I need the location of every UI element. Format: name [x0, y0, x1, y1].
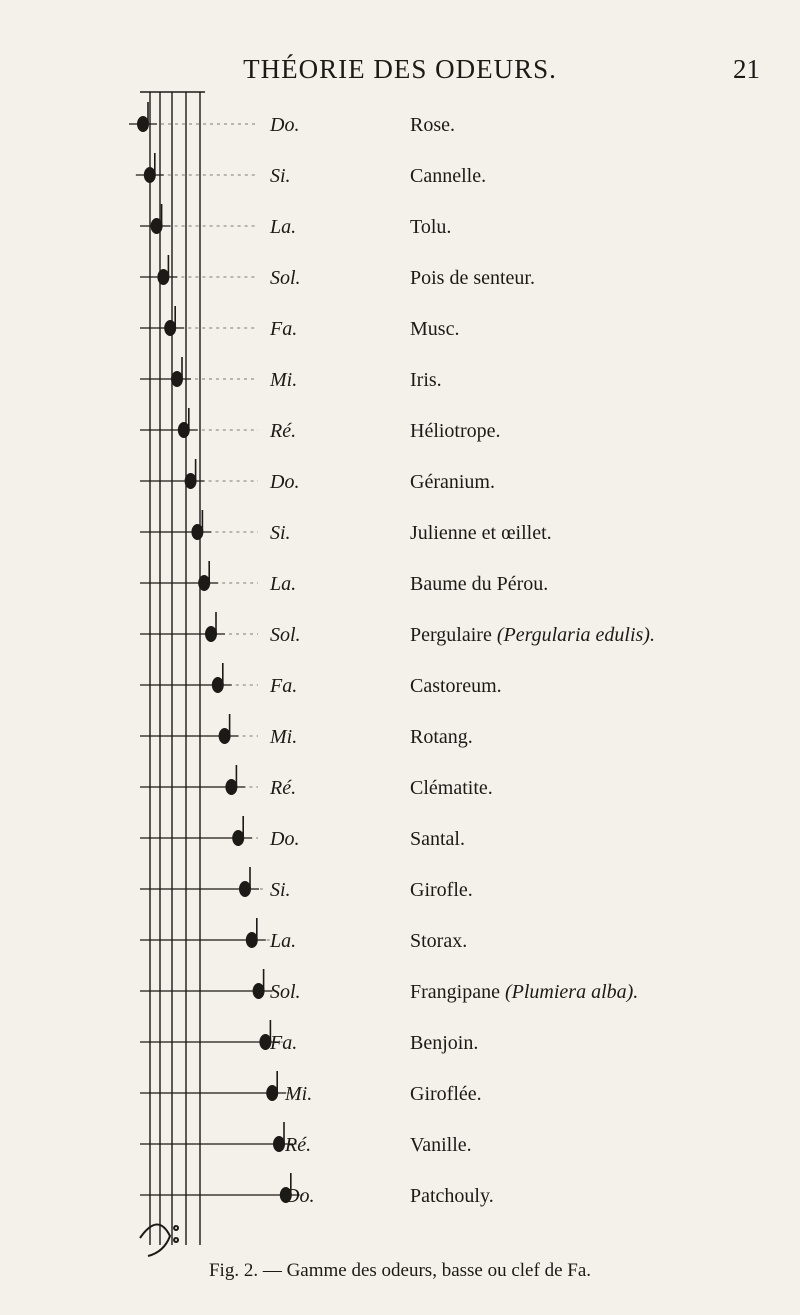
odor-name: [410, 165, 486, 188]
odor-name: [410, 675, 502, 698]
odor-name: [410, 930, 467, 953]
odor-name: [410, 1134, 472, 1157]
scale-note-name: Do.: [285, 1185, 315, 1207]
scale-note-name: Mi.: [270, 369, 298, 391]
odor-latin-name: (Plumiera alba).: [499, 981, 639, 1003]
scale-note-name: Si.: [270, 165, 291, 187]
scale-note-name: La.: [270, 216, 297, 238]
scale-note-name: Sol.: [270, 267, 301, 289]
scale-note-name: Mi.: [270, 726, 298, 748]
figure-caption: Fig. 2. — Gamme des odeurs, basse ou clef de Fa.: [208, 1260, 592, 1281]
scale-note-name: Ré.: [270, 777, 297, 799]
odor-label: Julienne et œillet.: [410, 522, 552, 544]
odor-name: [410, 267, 535, 290]
scale-note-name: Fa.: [270, 675, 298, 697]
odor-name: [410, 573, 548, 596]
odor-label: Tolu.: [410, 216, 452, 238]
scale-note-name: Fa.: [270, 318, 298, 340]
odor-name: [410, 981, 638, 1004]
odor-label: Cannelle.: [410, 165, 487, 187]
odor-name: [410, 522, 552, 545]
odor-label: Giroflée.: [410, 1083, 482, 1105]
scale-note-name: Sol.: [270, 981, 301, 1003]
scale-note-name: Fa.: [270, 1032, 298, 1054]
scale-note-name: Si.: [270, 879, 291, 901]
odor-name: [410, 318, 459, 341]
odor-label: Rotang.: [410, 726, 473, 748]
odor-label: Rose.: [410, 114, 455, 136]
scale-note-name: Ré.: [285, 1134, 312, 1156]
odor-label: Héliotrope.: [410, 420, 501, 442]
running-header-title: THÉORIE DES ODEURS.: [243, 54, 557, 84]
odor-label: Iris.: [410, 369, 442, 391]
odor-label: Musc.: [410, 318, 460, 340]
odor-label: Clématite.: [410, 777, 493, 799]
odor-label: Vanille.: [410, 1134, 472, 1156]
odor-name: [410, 216, 451, 239]
scale-note-name: Do.: [270, 114, 300, 136]
odor-label: Benjoin.: [410, 1032, 479, 1054]
odor-name: [410, 726, 473, 749]
scale-note-name: Ré.: [270, 420, 297, 442]
odor-name: [410, 1185, 494, 1208]
scale-note-name: Sol.: [270, 624, 301, 646]
odor-label: Pois de senteur.: [410, 267, 535, 289]
odor-name: [410, 777, 493, 800]
odor-label: Frangipane: [410, 981, 500, 1003]
scale-note-name: La.: [270, 930, 297, 952]
scale-note-name: Si.: [270, 522, 291, 544]
odor-name: [410, 624, 655, 647]
odor-label: Storax.: [410, 930, 468, 952]
odor-name: [410, 420, 501, 443]
page-number: 21: [733, 54, 760, 84]
odor-label: Girofle.: [410, 879, 473, 901]
odor-label: Santal.: [410, 828, 465, 850]
odor-label: Patchouly.: [410, 1185, 494, 1207]
odor-name: [410, 1032, 478, 1055]
odor-name: [410, 114, 455, 137]
odor-name: [410, 879, 473, 902]
scale-note-name: Do.: [270, 471, 300, 493]
scale-note-name: Do.: [270, 828, 300, 850]
odor-label: Géranium.: [410, 471, 495, 493]
odor-name: [410, 1083, 482, 1106]
odor-name: [410, 369, 442, 392]
odor-name: [410, 471, 495, 494]
scale-note-name: Mi.: [285, 1083, 313, 1105]
odor-label: Pergulaire: [410, 624, 492, 646]
scale-note-name: La.: [270, 573, 297, 595]
odor-label: Castoreum.: [410, 675, 502, 697]
odor-label: Baume du Pérou.: [410, 573, 549, 595]
odor-latin-name: (Pergularia edulis).: [491, 624, 655, 646]
odor-name: [410, 828, 465, 851]
